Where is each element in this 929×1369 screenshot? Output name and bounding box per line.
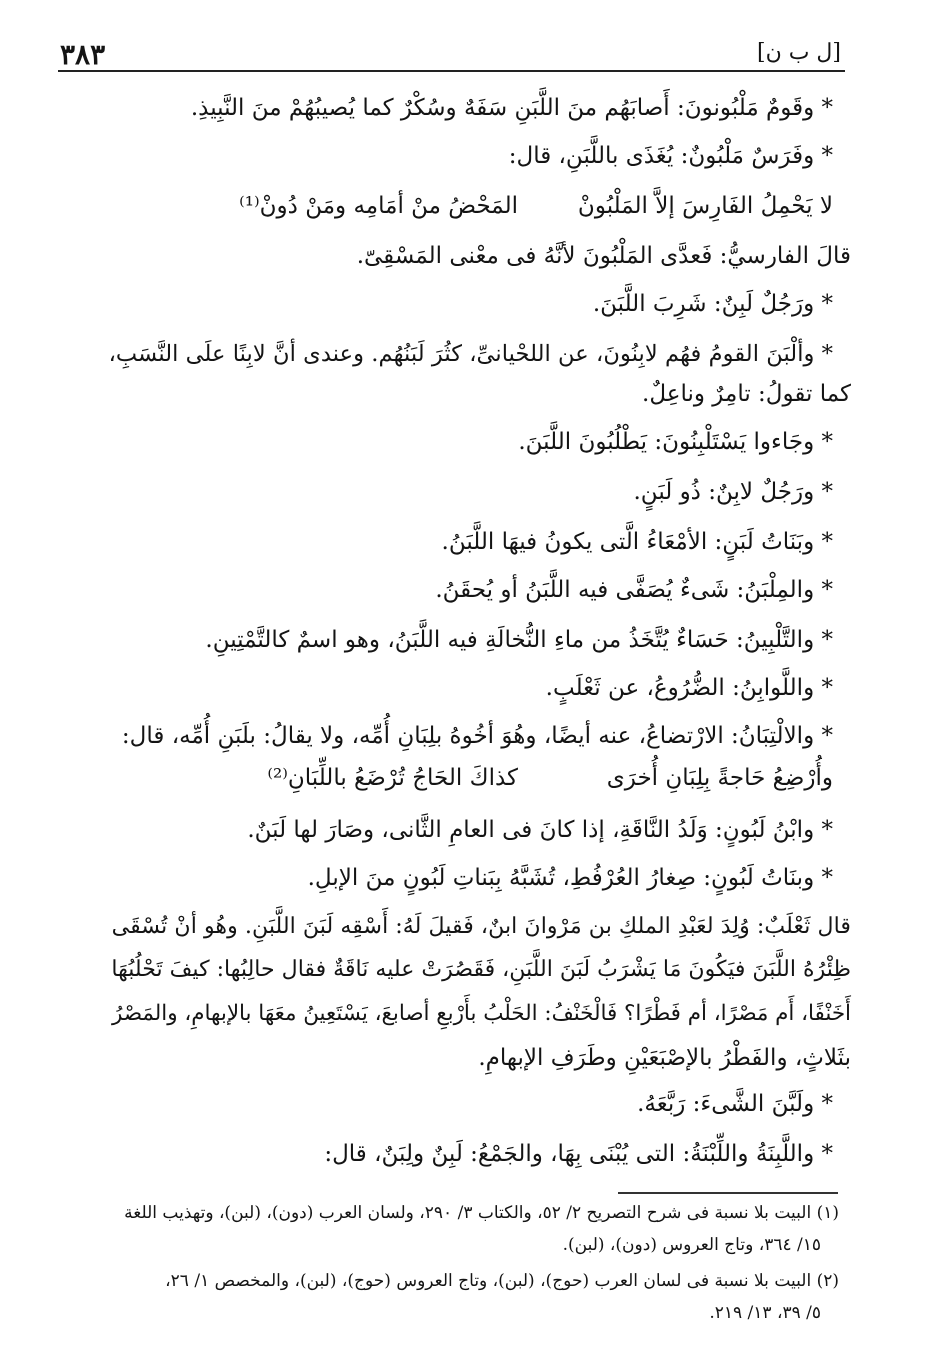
page-header — [60, 38, 841, 72]
text-line: قالَ الفارسيُّ: فَعدَّى المَلْبُونَ لأنَّهُ فى معْنى المَسْقِىّ. — [356, 243, 851, 269]
footnote-divider — [618, 1192, 838, 1194]
footnote-line: ٥/ ٣٩، ١٣/ ٢١٩. — [709, 1303, 821, 1323]
text-line: * وألْبَنَ القومُ فهُم لابِنُونَ، عن اللحْيانىِّ، كثُرَ لَبَنُهُم. وعندى أنَّ لابِنًا علَى النَّسَبِ، — [108, 341, 833, 367]
text-line: * وفَرَسٌ مَلْبُونٌ: يُغَذَى باللَّبَنِ، قال: — [508, 143, 833, 169]
text-line: * ورَجُلٌ لابِنٌ: ذُو لَبَنٍ. — [633, 479, 833, 505]
text-line: * وبنَاتُ لَبُونٍ: صِغارُ العُرْفُطِ، تُشَبَّهُ بِبَناتِ لَبُونٍ منَ الإبلِ. — [307, 865, 833, 891]
root-letters-tag: [ل ب ن] — [756, 40, 841, 65]
footnote-line: ١٥/ ٣٦٤، وتاج العروس (دون)، (لبن). — [562, 1235, 821, 1255]
page-number: ٣٨٣ — [60, 38, 106, 71]
text-line: * والتَّلْبِينُ: حَسَاءٌ يُتَّخَذُ من ماءِ النُّخالَةِ فيه اللَّبَنُ، وهو اسمٌ كالتَّمْتِينِ. — [205, 627, 833, 653]
verse-2-hemistich-1: وأُرْضِعُ حَاجةً بِلِبَانِ أُخرَى — [606, 765, 833, 791]
footnote-line: (١) البيت بلا نسبة فى شرح التصريح ٢/ ٥٢، والكتاب ٣/ ٢٩٠، ولسان العرب (دون)، (لبن)، وتهذيب اللغة — [124, 1203, 839, 1223]
text-line: * واللَّوابِنُ: الضُّرُوعُ، عن ثَعْلَبٍ. — [545, 675, 833, 701]
text-line: * ولَبَّنَ الشَّىءَ: رَبَّعَهُ. — [637, 1091, 833, 1117]
text-line: * وابْنُ لَبُونٍ: وَلَدُ النَّاقَةِ، إذا كانَ فى العامِ الثَّانى، وصَارَ لها لَبَنٌ. — [247, 817, 833, 843]
text-line: * واللَّبِنَةُ واللِّبْنَةُ: التى يُبْنَى بِهَا، والجَمْعُ: لَبِنٌ ولِبَنٌ، قال: — [324, 1141, 833, 1167]
verse-2-hemistich-2: كذاكَ الحَاجُ تُرْضَعُ باللِّبَانِ⁽²⁾ — [267, 765, 518, 791]
text-line: أَخَنْفًا، أَم مَصْرًا، أم فَطْرًا؟ فَالْخَنْفُ: الحَلْبُ بأَرْبعِ أصابعَ، يَسْتَعِينُ معَهَا بالإبهامِ، والمَصْرُ — [112, 1001, 851, 1026]
text-line: * وقَومٌ مَلْبُونونَ: أَصابَهُم منَ اللَّبَنِ سَفَهٌ وسُكْرٌ كما يُصيبُهُمْ منَ النَّبِيذِ. — [190, 95, 833, 121]
text-line: * وبَنَاتُ لَبَنٍ: الأمْعَاءُ الَّتى يكونُ فيهَا اللَّبَنُ. — [441, 529, 833, 555]
text-line: ظِئْرُهُ اللَّبَنَ فيَكُونَ مَا يَشْرَبُ لَبَنَ اللَّبَنِ، فَقَصُرَتْ عليه نَاقَةٌ فقال حالِبُها: كيفَ تَحْلُبُهَا — [111, 957, 851, 982]
text-line: * والالْتِبَانُ: الارْتضاعُ، عنه أيضًا، وهُوَ أخُوهُ بلِبَانِ أُمِّه، ولا يقالُ: بلَبَنِ أُمِّه، قال: — [121, 723, 833, 749]
text-line: * وجَاءوا يَسْتَلْبِنُونَ: يَطْلُبُونَ اللَّبَنَ. — [518, 429, 833, 455]
footnote-line: (٢) البيت بلا نسبة فى لسان العرب (حوج)، (لبن)، وتاج العروس (حوج)، (لبن)، والمخصص ١/ ٢٦، — [165, 1271, 839, 1291]
header-divider — [58, 70, 845, 72]
text-line: * والمِلْبَنُ: شَىءٌ يُصَفَّى فيه اللَّبَنُ أو يُحقَنُ. — [435, 577, 833, 603]
text-line: قال ثَعْلَبٌ: وُلِدَ لعَبْدِ الملكِ بن مَرْوانَ ابنٌ، فَقيلَ لَهُ: أَسْقِه لَبَنَ اللَّبَنِ. وهُو أنْ تُسْقَى — [111, 913, 851, 939]
text-line: بثَلاثٍ، والفَطْرُ بالإصْبَعَيْنِ وطَرَفِ الإبهامِ. — [478, 1045, 851, 1071]
verse-1-hemistich-1: لا يَحْمِلُ الفَارِسَ إلاَّ المَلْبُونْ — [577, 193, 833, 219]
text-line: * ورَجُلٌ لَبِنٌ: شَرِبَ اللَّبَنَ. — [592, 291, 833, 317]
text-line: كما تقولُ: تامِرٌ وناعِلٌ. — [642, 381, 851, 407]
verse-1-hemistich-2: المَحْضُ منْ أمَامِه ومَنْ دُونْ⁽¹⁾ — [239, 193, 518, 219]
